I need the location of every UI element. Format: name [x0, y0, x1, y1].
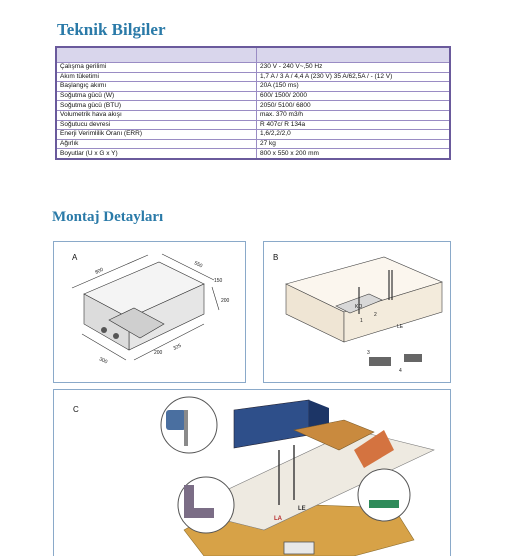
mark-3: 3: [367, 350, 370, 356]
mark-le-c: LE: [298, 506, 306, 512]
spec-value: R 407c/ R 134a: [257, 120, 451, 130]
panel-b-label: B: [273, 253, 279, 262]
spec-row: [56, 130, 450, 140]
dim-300: 300: [98, 356, 109, 366]
spec-value: 27 kg: [257, 139, 451, 149]
mark-1: 1: [360, 318, 363, 324]
spec-key: Soğutma gücü (W): [56, 91, 257, 101]
panel-c-label: C: [73, 405, 79, 414]
mark-2: 2: [374, 312, 377, 318]
montaj-title: Montaj Detayları: [52, 209, 164, 225]
spec-value: max. 370 m3/h: [257, 110, 451, 120]
roof-mount-drawing: [264, 242, 450, 382]
panel-b: [263, 241, 451, 383]
panel-a: [53, 241, 246, 383]
mark-ko: KO: [355, 304, 363, 310]
dim-325: 325: [172, 342, 183, 352]
spec-table: [55, 46, 451, 160]
dim-150: 150: [214, 278, 223, 284]
spec-key: Çalışma gerilimi: [56, 63, 257, 73]
spec-table-header: [56, 47, 450, 63]
spec-value: 1,7 A / 3 A / 4,4 A (230 V) 35 A/62,5A / - (12 V): [257, 72, 451, 82]
spec-row: [56, 149, 450, 159]
spec-row: [56, 101, 450, 111]
unit-dimension-drawing: [54, 242, 245, 382]
dim-200b: 200: [154, 350, 163, 356]
spec-key: Volumetrik hava akışı: [56, 110, 257, 120]
spec-key: Ağırlık: [56, 139, 257, 149]
spec-row: [56, 82, 450, 92]
spec-value: 800 x 550 x 200 mm: [257, 149, 451, 159]
mark-4: 4: [399, 368, 402, 374]
spec-row: [56, 72, 450, 82]
mark-le: LE: [397, 324, 404, 330]
panel-a-label: A: [72, 253, 78, 262]
installation-detail-drawing: [54, 390, 450, 556]
spec-value: 20A (150 ms): [257, 82, 451, 92]
spec-key: Enerji Verimlilik Oranı (ERR): [56, 130, 257, 140]
section-title: Teknik Bilgiler: [57, 20, 166, 39]
dim-800: 800: [94, 266, 105, 276]
dim-550: 550: [193, 260, 204, 270]
spec-key: Akım tüketimi: [56, 72, 257, 82]
spec-row: [56, 63, 450, 73]
mark-la: LA: [274, 516, 282, 522]
spec-value: 2050/ 5100/ 6800: [257, 101, 451, 111]
spec-value: 600/ 1500/ 2000: [257, 91, 451, 101]
dim-200: 200: [221, 298, 230, 304]
panel-c: [53, 389, 451, 556]
spec-key: Başlangıç akımı: [56, 82, 257, 92]
spec-value: 1,6/2,2/2,0: [257, 130, 451, 140]
spec-row: [56, 139, 450, 149]
spec-key: Soğutma gücü (BTU): [56, 101, 257, 111]
spec-row: [56, 110, 450, 120]
spec-row: [56, 91, 450, 101]
spec-row: [56, 120, 450, 130]
spec-value: 230 V - 240 V~,50 Hz: [257, 63, 451, 73]
spec-key: Soğutucu devresi: [56, 120, 257, 130]
spec-key: Boyutlar (U x G x Y): [56, 149, 257, 159]
